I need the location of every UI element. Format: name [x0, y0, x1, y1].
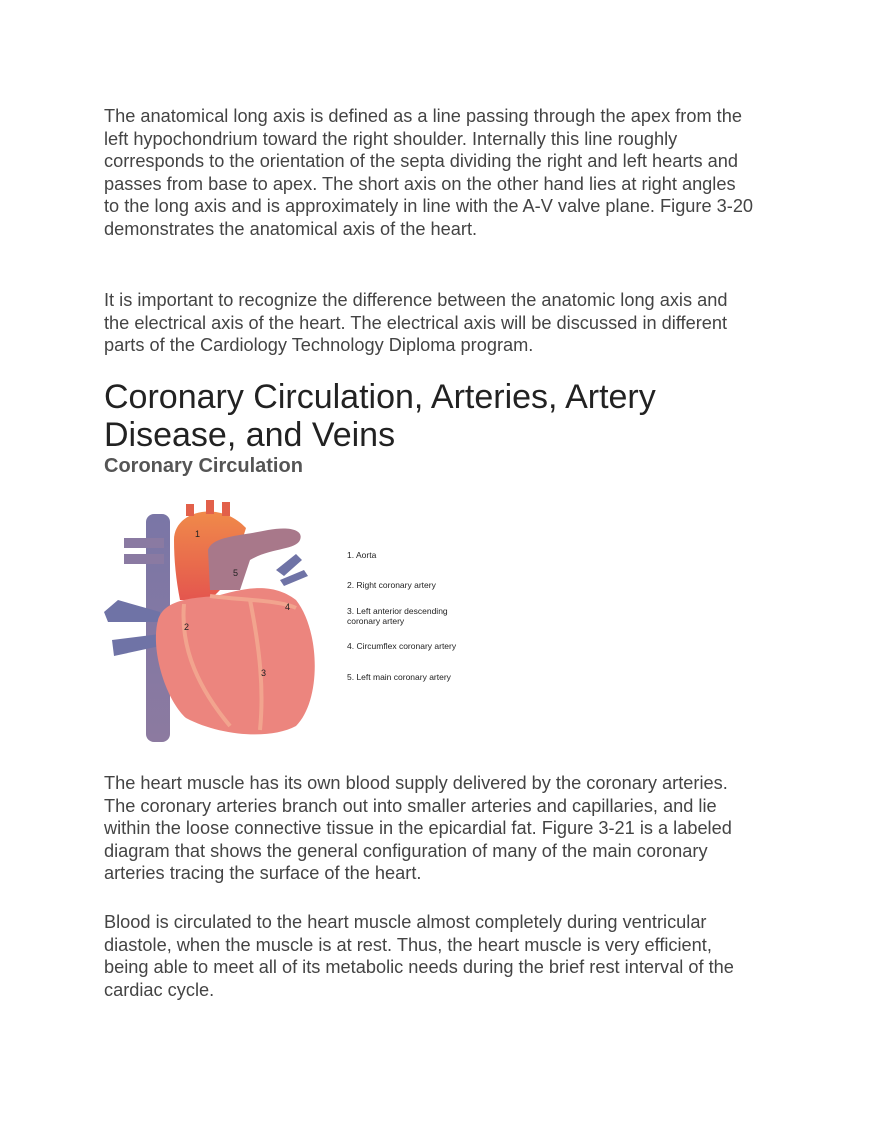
section-heading: Coronary Circulation, Arteries, Artery Disease, and Veins [104, 378, 656, 454]
marker-2: 2 [184, 622, 190, 632]
legend-circumflex: 4. Circumflex coronary artery [347, 641, 457, 651]
legend-lad: 3. Left anterior descending coronary artery [347, 606, 448, 626]
paragraph-blood-supply: The heart muscle has its own blood supply delivered by the coronary arteries. The coronary arteries branch out into smaller arteries and capillaries, and lie within the loose connective tissue in the epicardial fat. Figure 3-21 is a labeled diagram that shows the general configuration of many of the main coronary arteries tracing the surface of the heart. [104, 773, 732, 884]
paragraph-diastole: Blood is circulated to the heart muscle almost completely during ventricular diastole, when the muscle is at rest. Thus, the heart muscle is very efficient, being able to meet all of its metabolic needs during the brief rest interval of the cardiac cycle. [104, 912, 734, 1000]
legend-aorta: 1. Aorta [347, 550, 377, 560]
legend-left-main: 5. Left main coronary artery [347, 672, 451, 682]
heart-illustration [100, 500, 340, 750]
subsection-heading: Coronary Circulation [104, 455, 303, 477]
marker-1: 1 [195, 529, 201, 539]
legend-right-coronary: 2. Right coronary artery [347, 580, 436, 590]
paragraph-electrical-axis: It is important to recognize the difference between the anatomic long axis and the electrical axis of the heart. The electrical axis will be discussed in different parts of the Cardiology Technology Diploma program. [104, 290, 728, 356]
marker-3: 3 [261, 668, 267, 678]
marker-4: 4 [285, 602, 291, 612]
paragraph-anatomical-axis: The anatomical long axis is defined as a line passing through the apex from the left hypochondrium toward the right shoulder. Internally this line roughly corresponds to the orientation of the septa dividing the right and left hearts and passes from base to apex. The short axis on the other hand lies at right angles to the long axis and is approximately in line with the A-V valve plane. Figure 3-20 demonstrates the anatomical axis of the heart. [104, 106, 754, 239]
marker-5: 5 [233, 568, 239, 578]
